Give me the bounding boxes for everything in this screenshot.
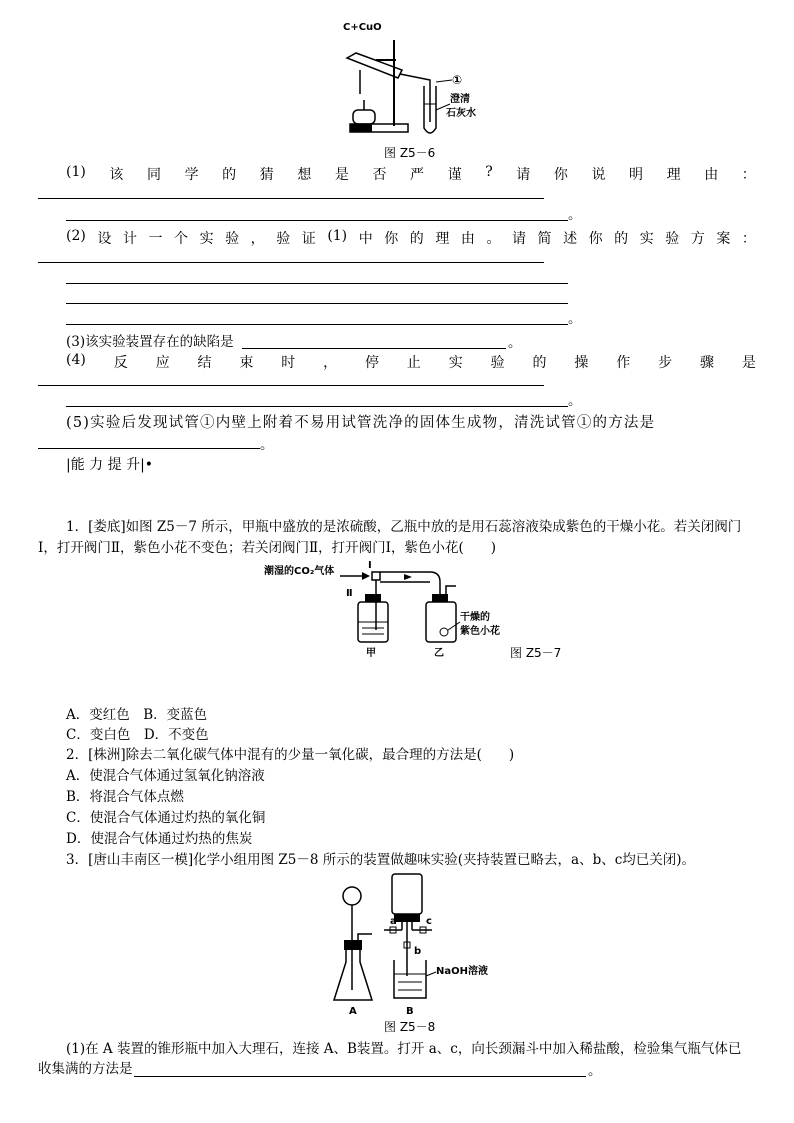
valve-c-label: c [426, 916, 432, 927]
section-title: |能 力 提 升|• [66, 457, 154, 473]
flower-label-1: 干燥的 [460, 612, 490, 623]
a-outlet-tube [358, 934, 372, 940]
q3-end: 。 [508, 335, 522, 351]
bottle-a-label: 甲 [366, 648, 376, 659]
naoh-label: NaOH溶液 [436, 966, 488, 977]
naoh-leader [426, 972, 436, 976]
p3-sub1-line-1: (1)在 A 装置的锥形瓶中加入大理石，连接 A、B装置。打开 a、c，向长颈漏斗中加入稀盐酸，检验集气瓶气体已 [66, 1041, 742, 1057]
p1-option-ab: A．变红色 B．变蓝色 [66, 707, 208, 723]
apparatus-b-label: B [406, 1006, 414, 1017]
q4-text: (4) 反 应 结 束 时 ， 停 止 实 验 的 操 作 步 骤 是 [66, 352, 756, 371]
figure-z5-6-caption: 图 Z5－6 [384, 146, 436, 160]
q1-text: (1) 该 同 学 的 猜 想 是 否 严 谨 ? 请 你 说 明 理 由 ： [66, 164, 756, 183]
q5-text: (5)实验后发现试管①内壁上附着不易用试管洗净的固体生成物，清洗试管①的方法是 [66, 415, 656, 431]
gas-jar [392, 874, 422, 914]
flower-label-2: 紫色小花 [460, 626, 500, 637]
p2-option-c: C．使混合气体通过灼热的氧化铜 [66, 810, 266, 826]
valve-a-label: a [390, 916, 397, 927]
valve-2-label: Ⅱ [346, 588, 353, 599]
flask-stopper [344, 940, 362, 950]
figure-z5-8-caption: 图 Z5－8 [384, 1020, 436, 1034]
p2-option-a: A．使混合气体通过氢氧化钠溶液 [66, 768, 265, 784]
label-limewater-1: 澄清 [450, 94, 470, 105]
conical-flask [334, 950, 372, 1000]
label-tube-marker: ① [452, 73, 463, 87]
q3-text: (3)该实验装置存在的缺陷是 [66, 334, 234, 350]
gas-label: 潮湿的CO₂气体 [264, 566, 335, 577]
p3-answer-line[interactable] [134, 1076, 586, 1077]
p2-stem: 2．[株洲]除去二氧化碳气体中混有的少量一氧化碳，最合理的方法是( ) [66, 747, 515, 763]
valve-1-label: Ⅰ [368, 560, 372, 571]
p3-end: 。 [588, 1063, 602, 1079]
q2-text: (2) 设 计 一 个 实 验 ， 验 证 (1) 中 你 的 理 由 。 请 简 述 你 的 实 验 方 案 ： [66, 228, 756, 247]
bottle-b-label: 乙 [434, 648, 444, 659]
p2-option-b: B．将混合气体点燃 [66, 789, 184, 805]
p3-sub1-line-2: 收集满的方法是 [38, 1061, 133, 1077]
beaker [394, 960, 426, 998]
q2-end: 。 [568, 311, 582, 327]
p1-stem-line-1: 1．[娄底]如图 Z5－7 所示，甲瓶中盛放的是浓硫酸，乙瓶中放的是用石蕊溶液染成紫色的干燥小花。若关闭阀门 [66, 519, 742, 535]
figure-z5-7-caption: 图 Z5－7 [510, 646, 562, 660]
apparatus-a-label: A [349, 1006, 357, 1017]
q5-end: 。 [260, 437, 274, 453]
q4-end: 。 [568, 393, 582, 409]
q1-end: 。 [568, 207, 582, 223]
p1-stem-line-2: Ⅰ，打开阀门Ⅱ，紫色小花不变色；若关闭阀门Ⅱ，打开阀门Ⅰ，紫色小花( ) [38, 540, 497, 556]
label-c-cuo: C+CuO [343, 22, 382, 33]
gas-jar-stopper [394, 914, 420, 922]
valve-b-label: b [414, 946, 422, 957]
p1-option-cd: C．变白色 D．不变色 [66, 727, 209, 743]
label-limewater-2: 石灰水 [446, 108, 476, 119]
p3-stem: 3．[唐山丰南区一模]化学小组用图 Z5－8 所示的装置做趣味实验(夹持装置已略去，a、b、c均已关闭)。 [66, 852, 696, 868]
p2-option-d: D．使混合气体通过灼热的焦炭 [66, 831, 253, 847]
funnel-bulb [343, 887, 361, 905]
